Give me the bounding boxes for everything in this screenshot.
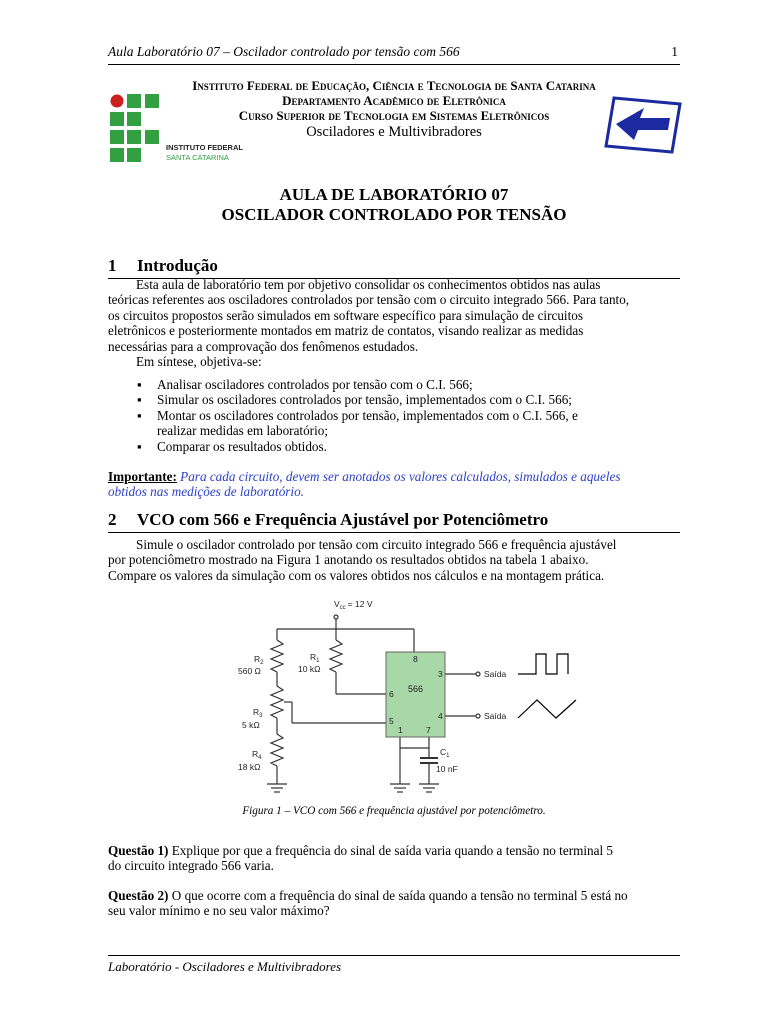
q1-label: Questão 1): [108, 843, 169, 858]
bullet-icon: ▪: [137, 392, 142, 408]
lab-title-line-2: OSCILADOR CONTROLADO POR TENSÃO: [221, 205, 567, 224]
q2-label: Questão 2): [108, 888, 169, 903]
pin-8: 8: [413, 654, 418, 664]
institution-line-3: Curso Superior de Tecnologia em Sistemas Eletrônicos: [238, 108, 550, 123]
section-2-paragraph: [108, 537, 680, 583]
s2-line-1: Simule o oscilador controlado por tensão com circuito integrado 566 e frequência ajustável: [136, 537, 617, 552]
section-2-number: 2: [108, 510, 117, 529]
page-footer: Laboratório - Osciladores e Multivibradores: [108, 955, 680, 975]
q1-text-2: do circuito integrado 566 varia.: [108, 858, 274, 874]
pin-5: 5: [389, 716, 394, 726]
pin-4: 4: [438, 711, 443, 721]
list-item: ▪ Simular os osciladores controlados por tensão, implementados com o C.I. 566;: [137, 392, 572, 408]
lab-title-line-1: AULA DE LABORATÓRIO 07: [279, 185, 509, 204]
page-number: 1: [671, 44, 678, 59]
section-1-title: Introdução: [137, 256, 218, 275]
r1-value: 10 kΩ: [298, 664, 321, 674]
section-2-title: VCO com 566 e Frequência Ajustável por Potenciômetro: [137, 510, 549, 529]
logo-text-2: SANTA CATARINA: [166, 153, 229, 162]
intro-line-1: Esta aula de laboratório tem por objetivo consolidar os conhecimentos obtidos nas aulas: [136, 277, 601, 292]
list-item-continuation: realizar medidas em laboratório;: [157, 423, 328, 439]
q1-text-1: Explique por que a frequência do sinal de saída varia quando a tensão no terminal 5: [171, 843, 614, 858]
important-note: [108, 469, 680, 500]
header-title: Aula Laboratório 07 – Oscilador controlado por tensão com 566: [108, 44, 460, 59]
c1-label: $C_1$: [440, 747, 450, 759]
triangle-output-label: Saída: [484, 711, 507, 721]
r2-resistor: [271, 640, 283, 672]
r3-value: 5 kΩ: [242, 720, 260, 730]
important-text-2: obtidos nas medições de laboratório.: [108, 484, 304, 500]
intro-line-5: necessárias para a comprovação dos fenômenos estudados.: [108, 338, 419, 354]
triangle-wave-icon: [518, 700, 576, 718]
intro-line-2: teóricas referentes aos osciladores controlados por tensão com o circuito integrado 566. Para tanto,: [108, 292, 630, 308]
r3-potentiometer: [271, 686, 283, 718]
q2-text-1: O que ocorre com a frequência do sinal de saída quando a tensão no terminal 5 está no: [171, 888, 628, 903]
r4-value: 18 kΩ: [238, 762, 261, 772]
institution-line-2: Departamento Acadêmico de Eletrônica: [282, 93, 506, 108]
intro-line-4: eletrônicos e posteriormente montados em matriz de contatos, visando realizar as medidas: [108, 323, 584, 339]
bullet-icon: ▪: [137, 377, 142, 392]
institution-line-1: Instituto Federal de Educação, Ciência e Tecnologia de Santa Catarina: [192, 78, 596, 93]
important-label: Importante:: [108, 469, 177, 484]
square-output-label: Saída: [484, 669, 507, 679]
c1-value: 10 nF: [436, 764, 458, 774]
summary-intro: Em síntese, objetiva-se:: [136, 354, 262, 370]
bullet-icon: ▪: [137, 407, 142, 423]
intro-line-3: os circuitos propostos serão simulados em software específico para simulação de circuitos: [108, 307, 583, 323]
ic-566: [386, 652, 445, 737]
section-1-heading: [108, 256, 680, 279]
section-1-number: 1: [108, 256, 117, 275]
ic-name: 566: [408, 684, 424, 694]
r4-resistor: [271, 734, 283, 766]
r2-value: 560 Ω: [238, 666, 261, 676]
important-text-1: Para cada circuito, devem ser anotados os valores calculados, simulados e aqueles: [180, 469, 621, 484]
r2-label: $R_2$: [254, 654, 264, 666]
pin-1: 1: [398, 725, 403, 735]
r4-label: $R_4$: [252, 749, 262, 761]
objectives-list: [137, 377, 657, 454]
vco-circuit-diagram: [220, 590, 590, 800]
department-logo: [604, 94, 682, 156]
list-item: ▪ Montar os osciladores controlados por tensão, implementados com o C.I. 566, e: [137, 407, 578, 423]
pin-3: 3: [438, 669, 443, 679]
list-item: ▪ Comparar os resultados obtidos.: [137, 438, 327, 454]
q2-text-2: seu valor mínimo e no seu valor máximo?: [108, 903, 330, 919]
vcc-label: $V_{cc} = 12$ V: [334, 599, 373, 611]
list-item: ▪ Analisar osciladores controlados por tensão com o C.I. 566;: [137, 377, 473, 392]
s2-line-2: por potenciômetro mostrado na Figura 1 anotando os resultados obtidos na tabela 1 abaixo.: [108, 552, 589, 568]
course-name: Osciladores e Multivibradores: [306, 124, 482, 140]
question-1: [108, 843, 680, 874]
r1-label: $R_1$: [310, 652, 320, 664]
square-wave-icon: [518, 654, 568, 674]
pin-7: 7: [426, 725, 431, 735]
logo-text-1: INSTITUTO FEDERAL: [166, 143, 243, 152]
r3-label: $R_3$: [253, 707, 263, 719]
arrow-logo-icon: [604, 94, 682, 156]
bullet-icon: ▪: [137, 438, 142, 454]
s2-line-3: Compare os valores da simulação com os valores obtidos nos cálculos e na montagem prática.: [108, 567, 605, 583]
section-1-paragraph: [108, 277, 680, 369]
question-2: [108, 888, 680, 919]
page-header: [108, 42, 680, 65]
figure-caption: Figura 1 – VCO com 566 e frequência ajustável por potenciômetro.: [242, 805, 546, 817]
section-2-heading: [108, 510, 680, 533]
pin-6: 6: [389, 689, 394, 699]
r1-resistor: [330, 640, 342, 672]
